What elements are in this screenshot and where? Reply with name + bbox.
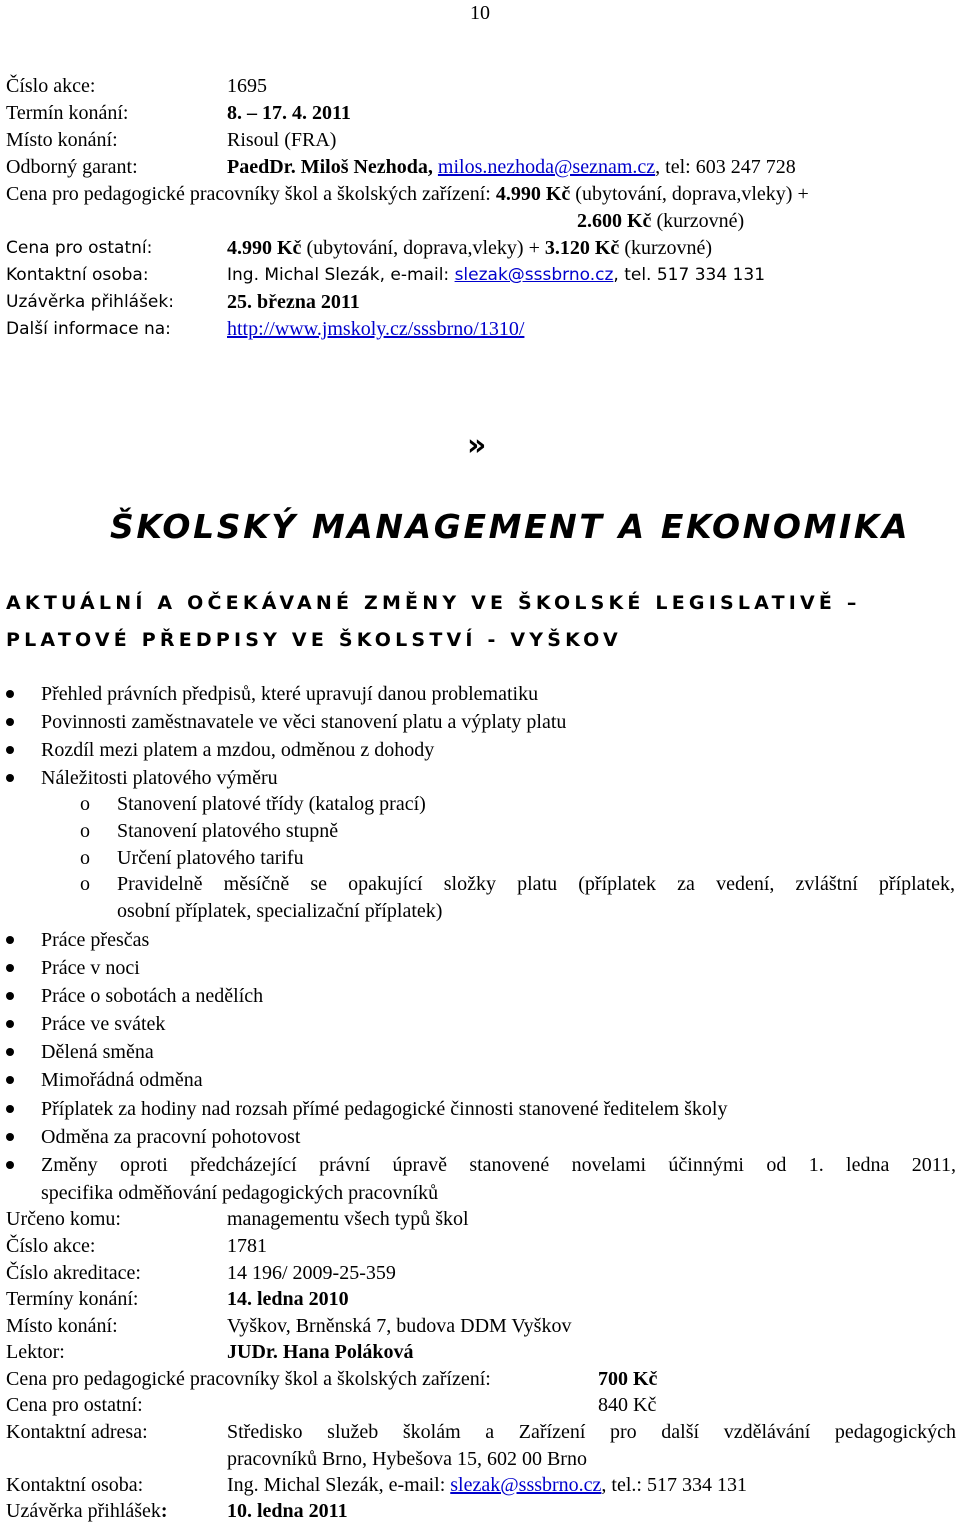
bullet-icon	[6, 718, 14, 726]
bullet-icon	[6, 992, 14, 1000]
bullet-icon	[6, 774, 14, 782]
label: Lektor:	[6, 1341, 65, 1363]
event2-cislo-akce-row	[6, 1232, 267, 1260]
label-colon: :	[160, 1500, 168, 1522]
label: Cena pro ostatní:	[6, 238, 153, 258]
garant-email-link[interactable]: milos.nezhoda@seznam.cz	[437, 156, 656, 178]
sub-list-item: o Pravidelně měsíčně se opakující složky platu (příplatek za vedení, zvláštní příplatek,	[80, 873, 955, 895]
value: Risoul (FRA)	[227, 129, 337, 151]
event2-akreditace-row	[6, 1259, 396, 1287]
label: Kontaktní osoba:	[6, 1474, 144, 1496]
kontakt-name: Ing. Michal Slezák, e-mail:	[227, 1474, 446, 1496]
value: 25. března 2011	[227, 291, 360, 313]
event2-urceno-row	[6, 1205, 469, 1233]
value: 8. – 17. 4. 2011	[227, 102, 351, 124]
kontakt-email-link[interactable]: slezak@sssbrno.cz	[450, 1474, 602, 1496]
double-arrow-icon: »	[467, 428, 487, 463]
event1-kontakt-row	[6, 261, 766, 289]
event2-misto-row	[6, 1312, 572, 1340]
value: Středisko služeb školám a Zařízení pro další vzdělávání pedagogických	[227, 1421, 956, 1443]
event2-kontakt-row	[6, 1471, 747, 1499]
label: Cena pro pedagogické pracovníky škol a školských zařízení:	[6, 1368, 491, 1390]
value: 1781	[227, 1235, 267, 1257]
page-number: 10	[470, 2, 490, 24]
bullet-icon	[6, 1105, 14, 1113]
label: Číslo akce:	[6, 1235, 96, 1257]
value: 700 Kč	[598, 1368, 658, 1390]
event1-uzaverka-row	[6, 288, 360, 316]
value: Vyškov, Brněnská 7, budova DDM Vyškov	[227, 1315, 572, 1337]
label: Místo konání:	[6, 1315, 118, 1337]
event1-misto-row	[6, 126, 337, 154]
bullet-icon	[6, 964, 14, 972]
course-title-line1: AKTUÁLNÍ A OČEKÁVANÉ ZMĚNY VE ŠKOLSKÉ LEGISLATIVĚ –	[6, 592, 861, 614]
info-url-link[interactable]: http://www.jmskoly.cz/sssbrno/1310/	[227, 318, 525, 340]
bullet-icon	[6, 1133, 14, 1141]
event1-cena-ped-row	[6, 180, 809, 208]
event1-garant-row	[6, 153, 796, 181]
label: Cena pro ostatní:	[6, 1394, 143, 1416]
event2-adresa-row	[6, 1418, 956, 1446]
event2-cena-ost-row	[6, 1391, 657, 1419]
amount2: 3.120 Kč	[544, 237, 620, 259]
event2-terminy-row	[6, 1285, 349, 1313]
event2-lektor-row	[6, 1338, 414, 1366]
label: Uzávěrka přihlášek:	[6, 292, 174, 312]
label: Uzávěrka přihlášek	[6, 1500, 161, 1522]
label: Kontaktní adresa:	[6, 1421, 148, 1443]
amount: 4.990 Kč	[495, 183, 571, 205]
kontakt-tel: , tel. 517 334 131	[613, 265, 766, 285]
value: 840 Kč	[598, 1394, 657, 1416]
note2: (kurzovné)	[624, 237, 713, 259]
section-title: ŠKOLSKÝ MANAGEMENT A EKONOMIKA	[110, 507, 911, 546]
value: JUDr. Hana Poláková	[227, 1341, 414, 1363]
note: (kurzovné)	[656, 210, 745, 232]
kontakt-tel: , tel.: 517 334 131	[601, 1474, 747, 1496]
note: (ubytování, doprava,vleky) +	[575, 183, 809, 205]
value: 10. ledna 2011	[227, 1500, 348, 1522]
label: Další informace na:	[6, 319, 171, 339]
label: Kontaktní osoba:	[6, 265, 149, 285]
label: Termíny konání:	[6, 1288, 139, 1310]
label: Určeno komu:	[6, 1208, 121, 1230]
event1-termin-row	[6, 99, 351, 127]
bullet-icon	[6, 746, 14, 754]
value: 14 196/ 2009-25-359	[227, 1262, 396, 1284]
kontakt-email-link[interactable]: slezak@sssbrno.cz	[454, 265, 614, 285]
kontakt-name: Ing. Michal Slezák, e-mail:	[227, 265, 450, 285]
event2-cena-ped-row	[6, 1365, 658, 1393]
value: 1695	[227, 75, 267, 97]
value: 14. ledna 2010	[227, 1288, 349, 1310]
label: Termín konání:	[6, 102, 129, 124]
value: pracovníků Brno, Hybešova 15, 602 00 Brno	[227, 1448, 587, 1470]
label: Číslo akreditace:	[6, 1262, 141, 1284]
label: Místo konání:	[6, 129, 118, 151]
amount: 4.990 Kč	[227, 237, 302, 259]
course-title-line2: PLATOVÉ PŘEDPISY VE ŠKOLSTVÍ - VYŠKOV	[6, 629, 622, 651]
event1-info-row	[6, 315, 525, 343]
bullet-icon	[6, 1020, 14, 1028]
event1-cislo-akce-row	[6, 72, 267, 100]
label: Číslo akce:	[6, 75, 96, 97]
garant-tel: , tel: 603 247 728	[655, 156, 796, 178]
bullet-icon	[6, 1076, 14, 1084]
bullet-icon	[6, 1048, 14, 1056]
label: Odborný garant:	[6, 156, 138, 178]
amount: 2.600 Kč	[577, 210, 652, 232]
event1-cena-ost-row	[6, 234, 713, 262]
note: (ubytování, doprava,vleky) +	[306, 237, 540, 259]
event1-cena-ped-row2	[577, 207, 744, 235]
list-item: Změny oproti předcházející právní úpravě stanovené novelami účinnými od 1. ledna 2011,	[6, 1151, 956, 1179]
event2-uzaverka-row	[6, 1497, 348, 1525]
bullet-icon	[6, 936, 14, 944]
value: managementu všech typů škol	[227, 1208, 469, 1230]
label: Cena pro pedagogické pracovníky škol a školských zařízení:	[6, 183, 491, 205]
bullet-icon	[6, 690, 14, 698]
bullet-icon	[6, 1161, 14, 1169]
garant-name: PaedDr. Miloš Nezhoda,	[227, 156, 433, 178]
